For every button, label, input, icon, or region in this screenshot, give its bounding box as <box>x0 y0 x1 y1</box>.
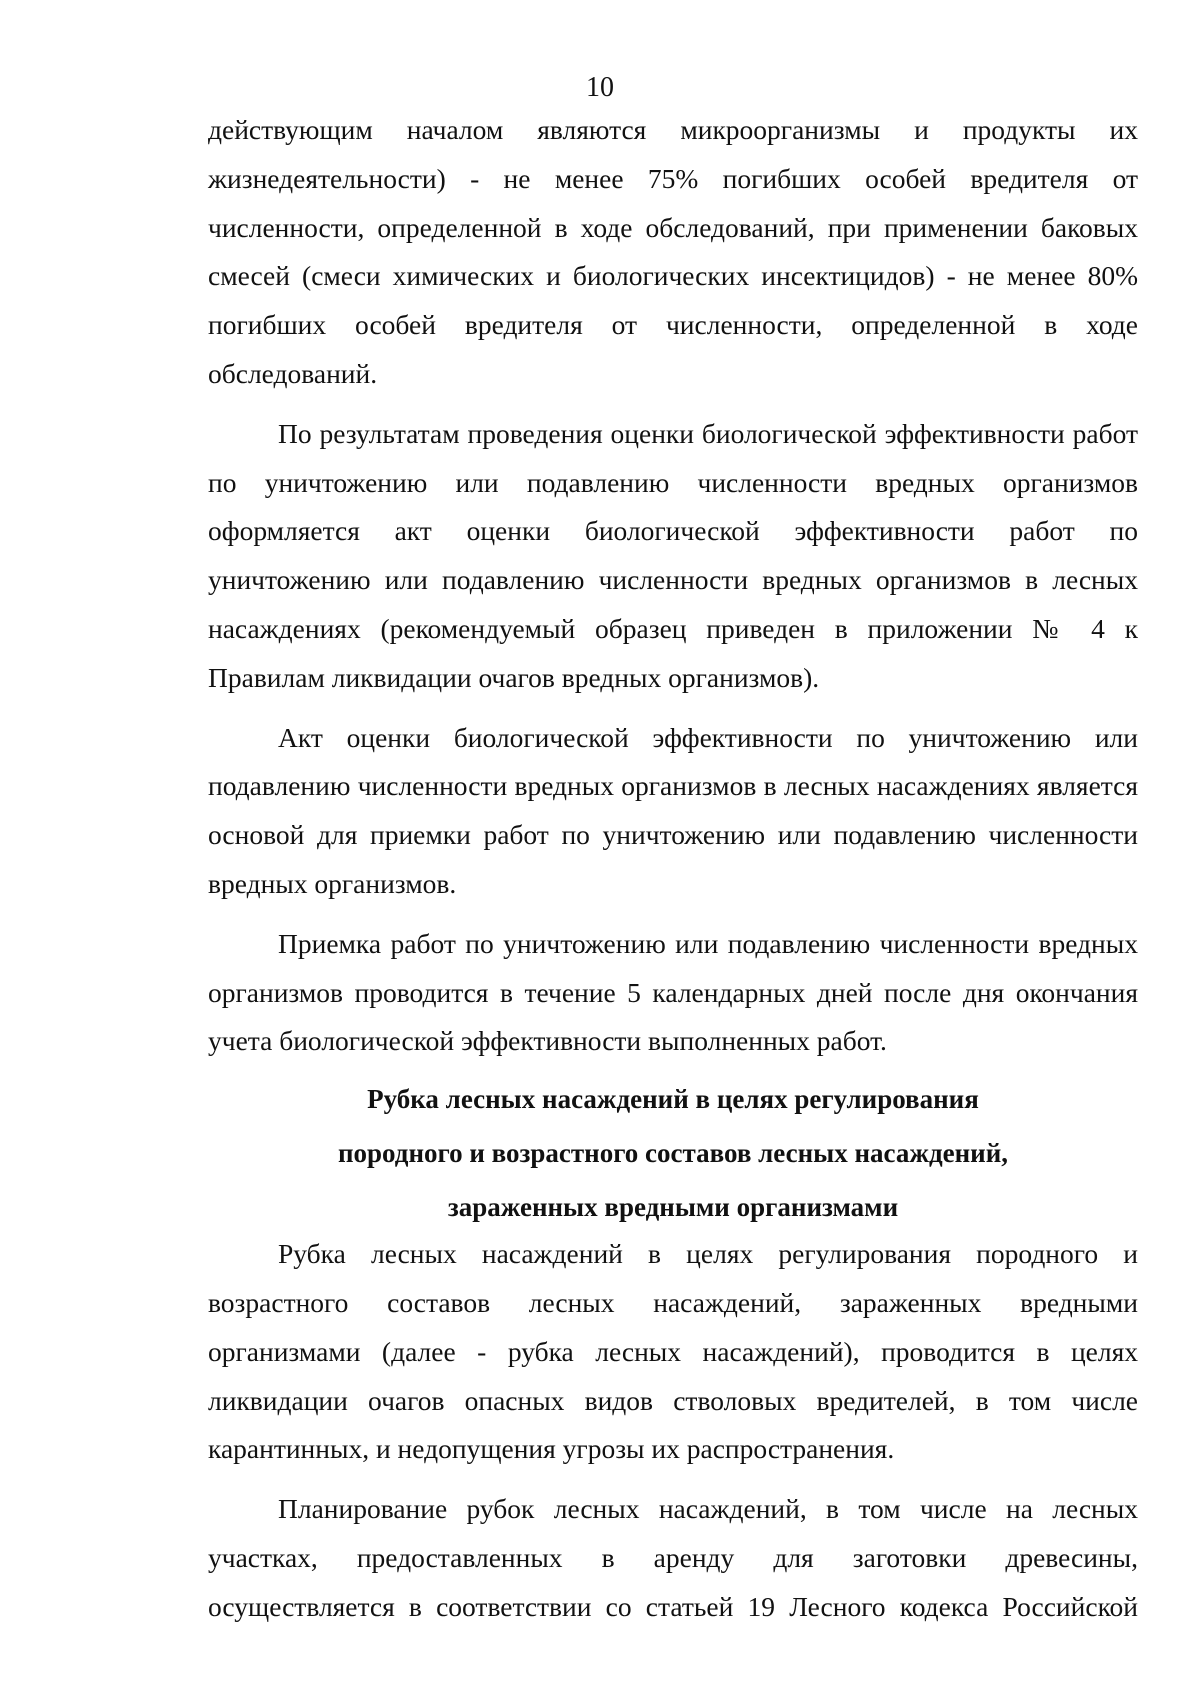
paragraph-act-basis: Акт оценки биологической эффективности по уничтожению или подавлению численности вредных организмов в лесных насаждениях является основой для приемки работ по уничтожению или подавлению численности вредных организмов. <box>208 721 1138 899</box>
section-heading-line-2: породного и возрастного составов лесных насаждений, <box>337 1138 1009 1169</box>
paragraph-felling-purpose: Рубка лесных насаждений в целях регулирования породного и возрастного составов лесных насаждений, зараженных вредными организмами (далее - рубка лесных насаждений), проводится в целях ликвидации очагов опасных видов стволовых вредителей, в том числе карантинных, и недопущения угрозы их распространения. <box>208 1238 1138 1465</box>
document-body <box>208 106 1138 1632</box>
section-heading-line-1: Рубка лесных насаждений в целях регулирования <box>367 1084 979 1115</box>
paragraph-continuation: действующим началом являются микроорганизмы и продукты их жизнедеятельности) - не менее 75% погибших особей вредителя от численности, определенной в ходе обследований, при применении баковых смесей (смеси химических и биологических инсектицидов) - не менее 80% погибших особей вредителя от численности, определенной в ходе обследований. <box>208 114 1138 389</box>
section-heading-line-3: зараженных вредными организмами <box>447 1192 899 1223</box>
paragraph-acceptance: Приемка работ по уничтожению или подавлению численности вредных организмов проводится в течение 5 календарных дней после дня окончания учета биологической эффективности выполненных работ. <box>208 927 1138 1057</box>
paragraph-evaluation-act: По результатам проведения оценки биологической эффективности работ по уничтожению или подавлению численности вредных организмов оформляется акт оценки биологической эффективности работ по уничтожению или подавлению численности вредных организмов в лесных насаждениях (рекомендуемый образец приведен в приложении № 4 к Правилам ликвидации очагов вредных организмов). <box>208 417 1138 693</box>
page-number: 10 <box>586 72 614 103</box>
paragraph-felling-planning: Планирование рубок лесных насаждений, в том числе на лесных участках, предоставленных в аренду для заготовки древесины, осуществляется в соответствии со статьей 19 Лесного кодекса Российской <box>208 1493 1138 1622</box>
section-heading <box>208 1076 1138 1230</box>
